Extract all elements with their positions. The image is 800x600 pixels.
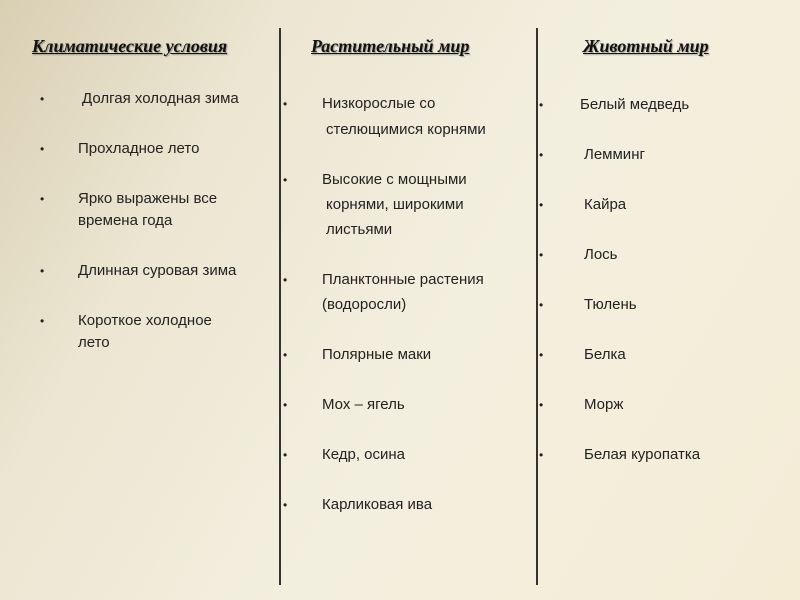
climate-list-item: Прохладное лето	[78, 140, 200, 157]
plants-list-item: Полярные маки	[322, 346, 432, 363]
plants-list-item: корнями, широкими	[326, 196, 464, 213]
animals-list-item: Белка	[584, 346, 626, 363]
bullet-icon: •	[40, 92, 45, 106]
heading-plants: Растительный мир	[311, 36, 470, 56]
bullet-icon: •	[539, 298, 544, 312]
animals-list-item: Морж	[584, 396, 624, 413]
bullet-icon: •	[283, 498, 288, 512]
climate-list-item: Долгая холодная зима	[82, 90, 239, 107]
bullet-icon: •	[283, 273, 288, 287]
bullet-icon: •	[539, 198, 544, 212]
bullet-icon: •	[539, 348, 544, 362]
bullet-icon: •	[539, 398, 544, 412]
animals-list-item: Тюлень	[584, 296, 637, 313]
animals-list-item: Лемминг	[584, 146, 645, 163]
climate-list-item: времена года	[78, 212, 173, 229]
plants-list-item: листьями	[326, 221, 393, 238]
bullet-icon: •	[40, 192, 45, 206]
climate-list-item: Ярко выражены все	[78, 190, 218, 207]
bullet-icon: •	[283, 97, 288, 111]
plants-list-item: Кедр, осина	[322, 446, 406, 463]
bullet-icon: •	[539, 248, 544, 262]
heading-climate: Климатические условия	[32, 36, 228, 56]
climate-list-item: Длинная суровая зима	[78, 262, 237, 279]
bullet-icon: •	[539, 148, 544, 162]
plants-list-item: стелющимися корнями	[326, 121, 486, 138]
animals-list-item: Белый медведь	[580, 96, 690, 113]
bullet-icon: •	[283, 173, 288, 187]
bullet-icon: •	[283, 348, 288, 362]
column-divider-1	[279, 28, 281, 585]
bullet-icon: •	[40, 314, 45, 328]
bullet-icon: •	[283, 448, 288, 462]
climate-list-item: Короткое холодное	[78, 312, 212, 329]
animals-list-item: Белая куропатка	[584, 446, 701, 463]
column-divider-2	[536, 28, 538, 585]
climate-list-item: лето	[78, 334, 110, 351]
bullet-icon: •	[283, 398, 288, 412]
plants-list-item: (водоросли)	[322, 296, 407, 313]
bullet-icon: •	[539, 448, 544, 462]
animals-list-item: Кайра	[584, 196, 627, 213]
bullet-icon: •	[40, 264, 45, 278]
animals-list-item: Лось	[584, 246, 618, 263]
plants-list-item: Карликовая ива	[322, 496, 433, 513]
plants-list-item: Планктонные растения	[322, 271, 484, 288]
plants-list-item: Низкорослые со	[322, 95, 436, 112]
bullet-icon: •	[539, 98, 544, 112]
bullet-icon: •	[40, 142, 45, 156]
plants-list-item: Мох – ягель	[322, 396, 405, 413]
heading-animals: Животный мир	[583, 36, 709, 56]
plants-list-item: Высокие с мощными	[322, 171, 467, 188]
